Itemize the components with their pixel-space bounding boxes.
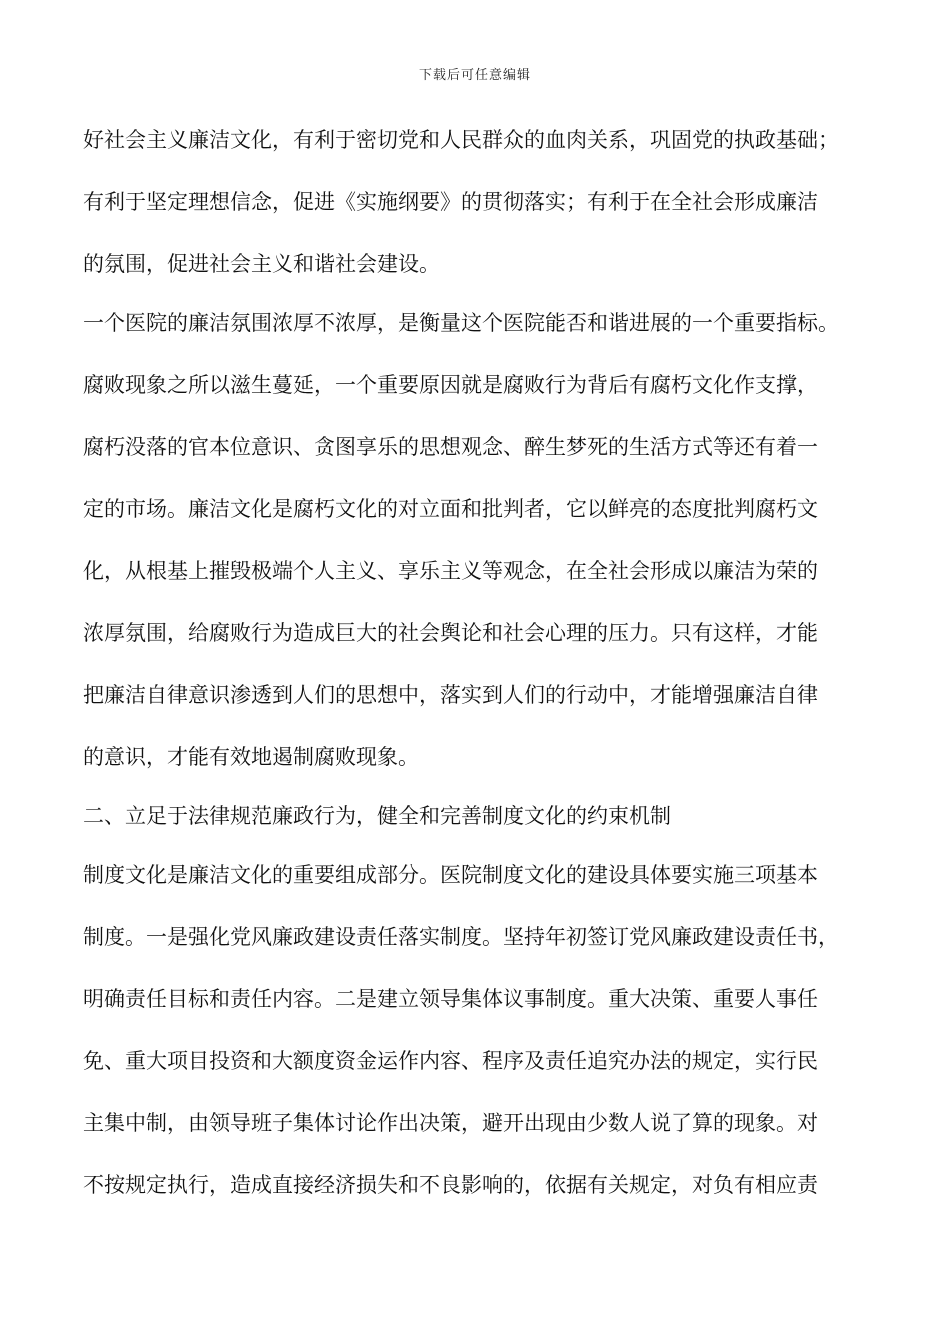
text-line: 定的市场。廉洁文化是腐朽文化的对立面和批判者，它以鲜亮的态度批判腐朽文 [83, 497, 818, 521]
text-line: 的意识，才能有效地遏制腐败现象。 [83, 745, 419, 769]
text-line: 把廉洁自律意识渗透到人们的思想中，落实到人们的行动中，才能增强廉洁自律 [83, 683, 818, 707]
body-text [83, 118, 883, 1225]
text-line: 制度。一是强化党风廉政建设责任落实制度。坚持年初签订党风廉政建设责任书， [83, 925, 839, 949]
text-line: 明确责任目标和责任内容。二是建立领导集体议事制度。重大决策、重要人事任 [83, 987, 818, 1011]
text-line: 制度文化是廉洁文化的重要组成部分。医院制度文化的建设具体要实施三项基本 [83, 863, 818, 887]
text-line: 有利于坚定理想信念，促进《实施纲要》的贯彻落实；有利于在全社会形成廉洁 [83, 190, 818, 214]
text-line: 主集中制，由领导班子集体讨论作出决策，避开出现由少数人说了算的现象。对 [83, 1111, 818, 1135]
section-heading: 二、立足于法律规范廉政行为，健全和完善制度文化的约束机制 [83, 804, 671, 828]
text-line: 的氛围，促进社会主义和谐社会建设。 [83, 252, 440, 276]
page-header: 下载后可任意编辑 [418, 68, 531, 83]
text-line: 浓厚氛围，给腐败行为造成巨大的社会舆论和社会心理的压力。只有这样，才能 [83, 621, 818, 645]
text-line: 不按规定执行，造成直接经济损失和不良影响的，依据有关规定，对负有相应责 [83, 1173, 818, 1197]
text-line: 腐朽没落的官本位意识、贪图享乐的思想观念、醉生梦死的生活方式等还有着一 [83, 435, 818, 459]
text-line: 化，从根基上摧毁极端个人主义、享乐主义等观念，在全社会形成以廉洁为荣的 [83, 559, 818, 583]
text-line: 腐败现象之所以滋生蔓延，一个重要原因就是腐败行为背后有腐朽文化作支撑， [83, 373, 818, 397]
text-line: 好社会主义廉洁文化，有利于密切党和人民群众的血肉关系，巩固党的执政基础； [83, 128, 839, 152]
text-line: 免、重大项目投资和大额度资金运作内容、程序及责任追究办法的规定，实行民 [83, 1049, 818, 1073]
text-line: 一个医院的廉洁氛围浓厚不浓厚，是衡量这个医院能否和谐进展的一个重要指标。 [83, 311, 839, 335]
